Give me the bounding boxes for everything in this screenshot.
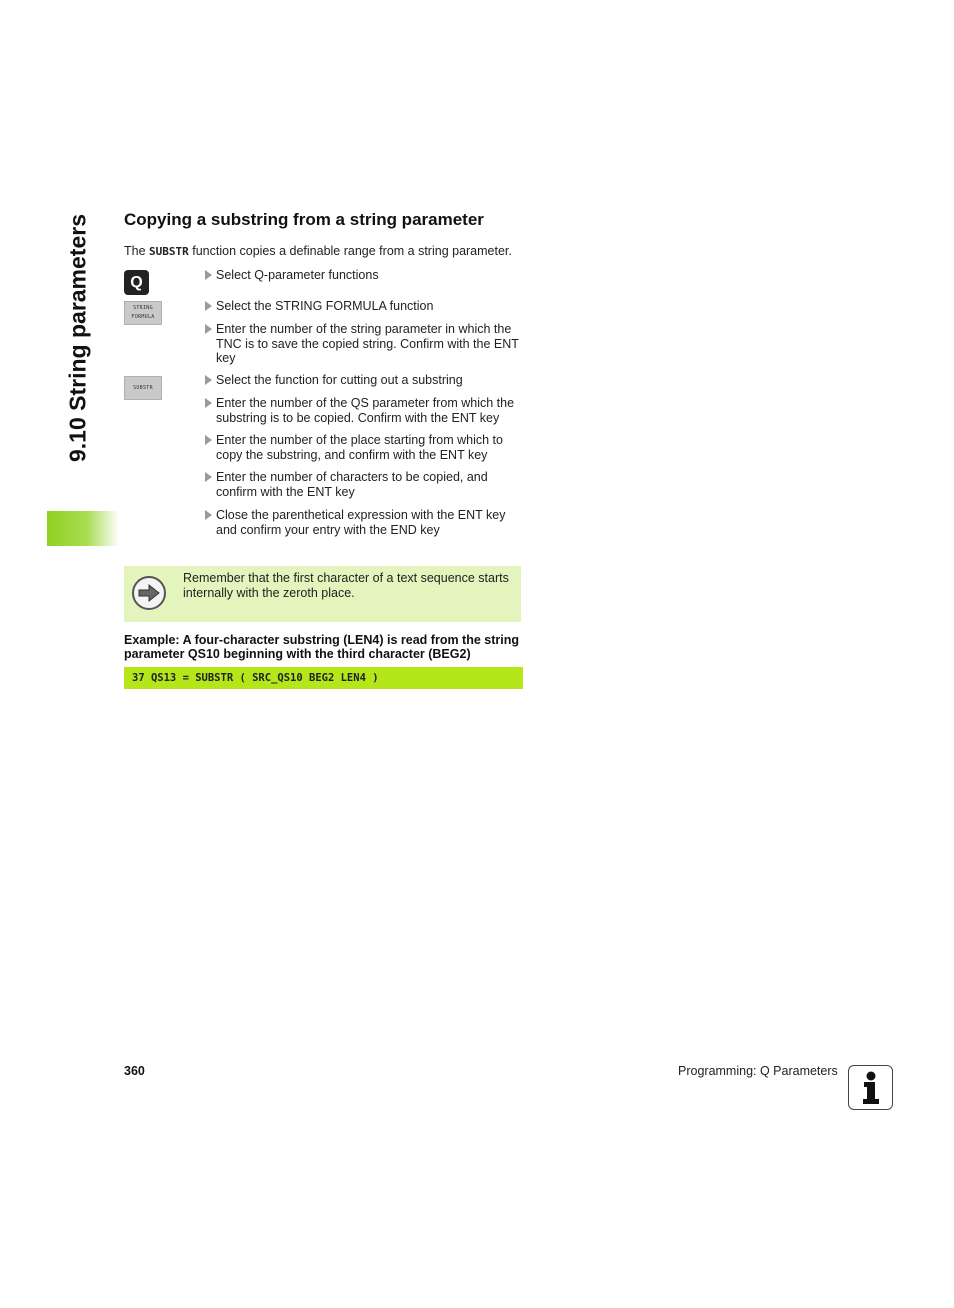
intro-prefix: The <box>124 244 150 258</box>
section-tab-marker <box>47 511 119 546</box>
step-text: Enter the number of the string parameter in which the TNC is to save the copied string. Confirm with the ENT key <box>216 322 519 365</box>
step-item <box>205 299 525 314</box>
step-text: Select Q-parameter functions <box>216 268 379 282</box>
note-text: Remember that the first character of a text sequence starts internally with the zeroth place. <box>183 571 509 600</box>
q-key-icon[interactable]: Q <box>124 270 149 295</box>
step-text: Enter the number of characters to be copied, and confirm with the ENT key <box>216 470 488 499</box>
step-arrow-icon <box>205 398 212 408</box>
substr-softkey[interactable] <box>124 376 162 400</box>
section-sidebar-title: 9.10 String parameters <box>64 213 91 463</box>
step-text: Close the parenthetical expression with the ENT key and confirm your entry with the END key <box>216 508 506 537</box>
step-arrow-icon <box>205 324 212 334</box>
intro-paragraph <box>124 244 512 259</box>
info-icon <box>848 1065 893 1110</box>
note-box <box>124 566 521 622</box>
step-item <box>205 396 525 425</box>
step-arrow-icon <box>205 472 212 482</box>
softkey-label-line1: STRING <box>133 305 153 311</box>
softkey-label-line2: FORMULA <box>131 314 155 320</box>
section-heading: Copying a substring from a string parameter <box>124 210 484 229</box>
step-item <box>205 268 525 283</box>
step-text: Enter the number of the QS parameter from which the substring is to be copied. Confirm with the ENT key <box>216 396 515 425</box>
step-item <box>205 322 525 366</box>
softkey-label: SUBSTR <box>133 384 153 391</box>
step-text: Select the STRING FORMULA function <box>216 299 434 313</box>
string-formula-softkey[interactable] <box>124 301 162 325</box>
page-number: 360 <box>124 1064 145 1078</box>
example-title: Example: A four-character substring (LEN4) is read from the string parameter QS10 beginning with the third character (BEG2) <box>124 633 519 661</box>
intro-code: SUBSTR <box>149 245 189 258</box>
step-arrow-icon <box>205 375 212 385</box>
step-item <box>205 470 525 499</box>
example-code-line: 37 QS13 = SUBSTR ( SRC_QS10 BEG2 LEN4 ) <box>124 667 523 689</box>
step-arrow-icon <box>205 301 212 311</box>
step-item <box>205 508 525 537</box>
step-item <box>205 433 525 462</box>
step-text: Select the function for cutting out a substring <box>216 373 463 387</box>
arrow-right-icon <box>132 576 166 610</box>
intro-suffix: function copies a definable range from a string parameter. <box>188 244 512 258</box>
step-arrow-icon <box>205 435 212 445</box>
chapter-title: Programming: Q Parameters <box>678 1064 838 1078</box>
step-arrow-icon <box>205 270 212 280</box>
step-item <box>205 373 525 388</box>
step-text: Enter the number of the place starting from which to copy the substring, and confirm with the ENT key <box>216 433 503 462</box>
step-arrow-icon <box>205 510 212 520</box>
